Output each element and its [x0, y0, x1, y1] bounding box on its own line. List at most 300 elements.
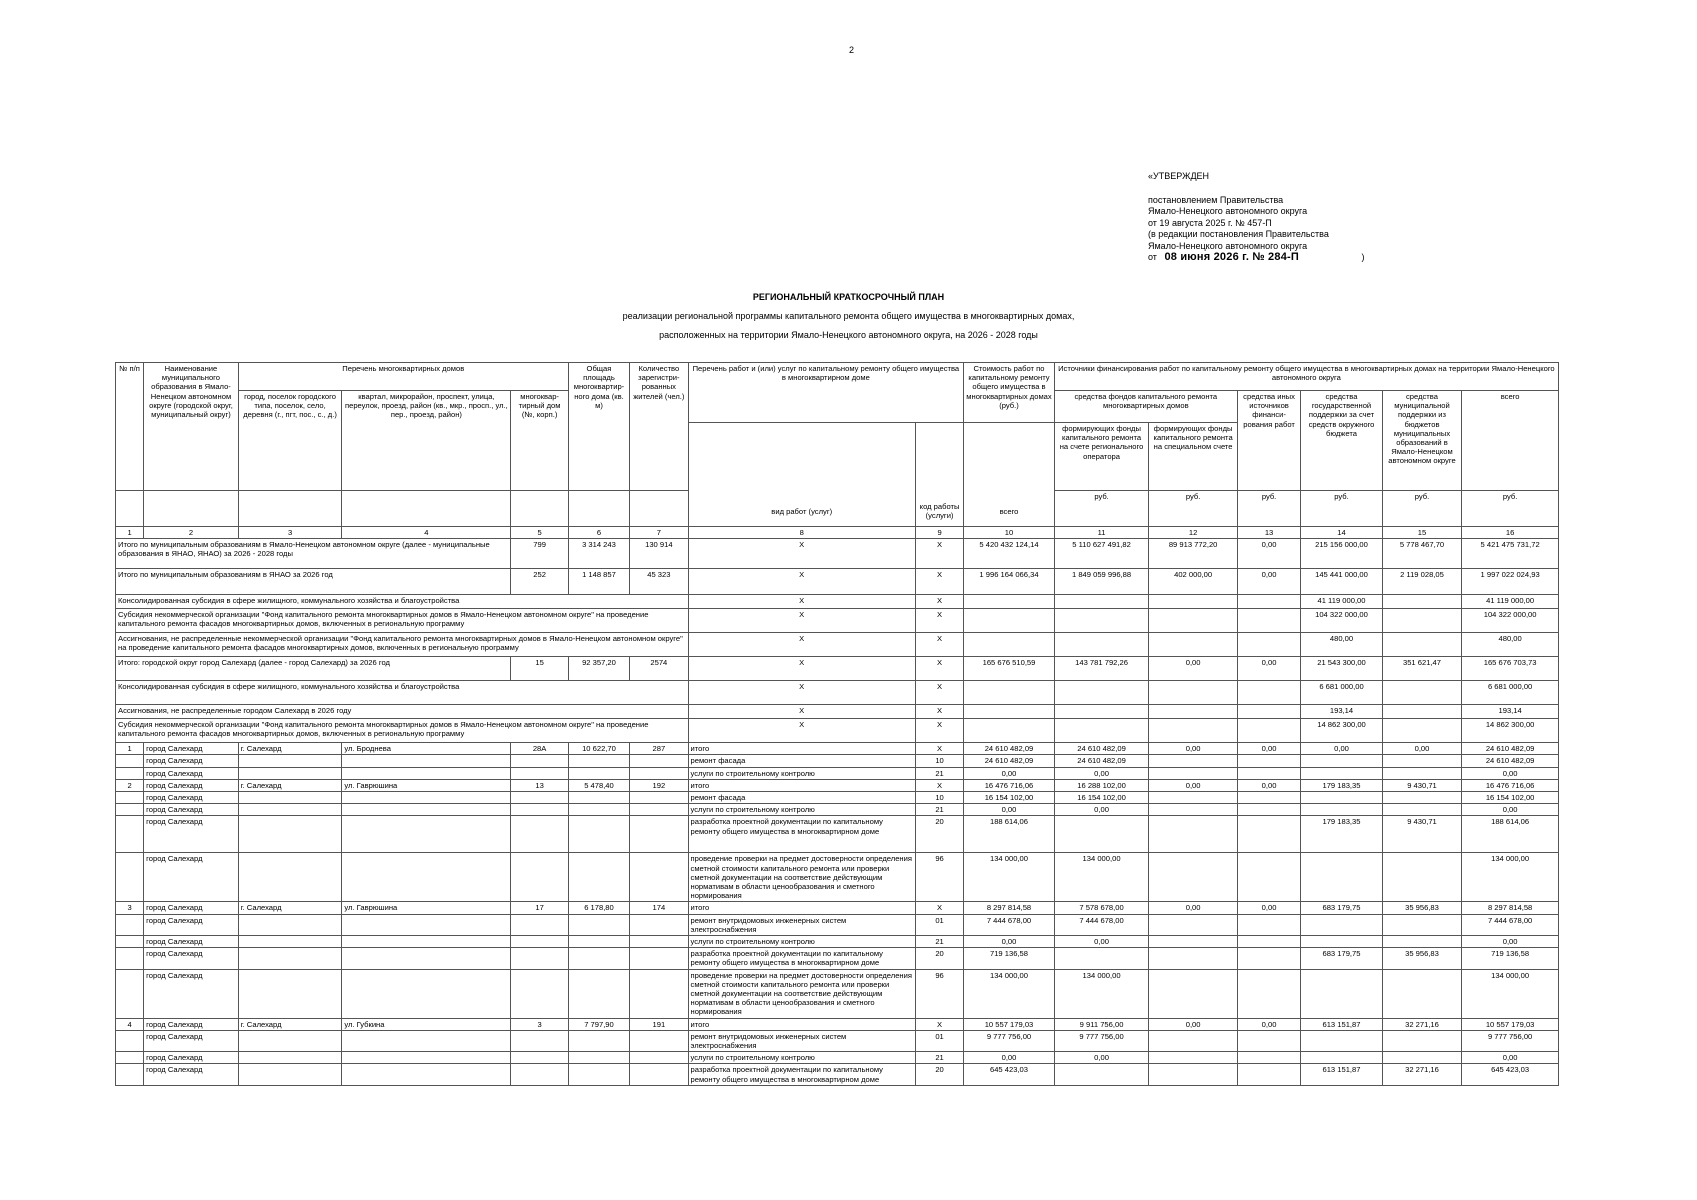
table-cell: 0,00 — [1054, 936, 1149, 948]
approval-date: 08 июня 2026 г. № 284-П — [1164, 251, 1299, 263]
table-cell: 174 — [630, 902, 688, 914]
table-cell — [630, 1064, 688, 1085]
summary-cell: 480,00 — [1301, 633, 1383, 657]
table-cell — [342, 914, 511, 935]
table-cell: X — [915, 779, 963, 791]
table-cell: услуги по строительному контролю — [688, 936, 915, 948]
summary-cell: 799 — [511, 539, 568, 569]
column-number-cell: 8 — [688, 527, 915, 539]
column-number-cell: 16 — [1462, 527, 1559, 539]
table-cell — [511, 853, 568, 902]
summary-cell — [1237, 595, 1300, 609]
summary-cell: 193,14 — [1301, 705, 1383, 719]
table-cell: 191 — [630, 1018, 688, 1030]
table-cell — [1301, 1052, 1383, 1064]
table-cell — [342, 948, 511, 969]
table-cell: 9 430,71 — [1382, 816, 1461, 853]
summary-cell: 2 119 028,05 — [1382, 569, 1461, 595]
table-cell: 10 622,70 — [568, 743, 629, 755]
table-cell: г. Салехард — [238, 902, 342, 914]
table-cell: 24 610 482,09 — [1054, 755, 1149, 767]
table-cell: 96 — [915, 969, 963, 1018]
table-cell: 0,00 — [1149, 779, 1238, 791]
column-number-cell: 5 — [511, 527, 568, 539]
table-cell — [342, 755, 511, 767]
table-cell: 3 — [116, 902, 144, 914]
table-cell: ремонт внутридомовых инженерных систем электроснабжения — [688, 914, 915, 935]
summary-cell — [1054, 719, 1149, 743]
table-cell: город Салехард — [144, 936, 239, 948]
table-cell: разработка проектной документации по капитальному ремонту общего имущества в многоквартирном доме — [688, 1064, 915, 1085]
table-cell: 35 956,83 — [1382, 902, 1461, 914]
summary-cell: X — [915, 633, 963, 657]
table-cell: 96 — [915, 853, 963, 902]
summary-cell: 14 862 300,00 — [1462, 719, 1559, 743]
table-cell: 0,00 — [964, 1052, 1055, 1064]
table-cell: X — [915, 1018, 963, 1030]
table-cell: услуги по строительному контролю — [688, 767, 915, 779]
summary-cell: 215 156 000,00 — [1301, 539, 1383, 569]
table-cell — [116, 767, 144, 779]
table-row — [116, 853, 1559, 902]
table-cell: город Салехард — [144, 914, 239, 935]
summary-cell — [1149, 705, 1238, 719]
table-cell — [511, 948, 568, 969]
summary-label: Итого по муниципальным образованиям в ЯНАО за 2026 год — [116, 569, 511, 595]
table-cell: ремонт фасада — [688, 755, 915, 767]
table-cell — [116, 1030, 144, 1051]
table-cell: 20 — [915, 948, 963, 969]
table-cell — [1149, 816, 1238, 853]
table-cell: 24 610 482,09 — [1054, 743, 1149, 755]
table-cell: проведение проверки на предмет достоверности определения сметной стоимости капитального ремонта или проверки сметной документации на соответствие действующим нормативам в области ценообразования и сметного нормирования — [688, 853, 915, 902]
approval-line: постановлением Правительства — [1148, 194, 1284, 205]
table-cell: город Салехард — [144, 767, 239, 779]
table-cell: город Салехард — [144, 1030, 239, 1051]
table-cell — [1149, 804, 1238, 816]
summary-cell: 5 778 467,70 — [1382, 539, 1461, 569]
table-cell — [116, 816, 144, 853]
table-cell — [116, 1052, 144, 1064]
table-cell: 32 271,16 — [1382, 1018, 1461, 1030]
summary-cell: 104 322 000,00 — [1301, 609, 1383, 633]
table-cell — [568, 816, 629, 853]
table-cell — [238, 804, 342, 816]
table-cell: 179 183,35 — [1301, 779, 1383, 791]
table-cell — [568, 914, 629, 935]
table-cell — [116, 936, 144, 948]
table-cell: 16 476 716,06 — [1462, 779, 1559, 791]
table-cell — [342, 1052, 511, 1064]
table-cell: 719 136,58 — [964, 948, 1055, 969]
table-cell — [116, 792, 144, 804]
table-cell — [1301, 767, 1383, 779]
table-cell — [1237, 1030, 1300, 1051]
summary-cell — [1237, 719, 1300, 743]
table-cell: 35 956,83 — [1382, 948, 1461, 969]
column-number-cell: 2 — [144, 527, 239, 539]
summary-label: Субсидия некоммерческой организации "Фонд капитального ремонта многоквартирных домов в Ямало-Ненецком автономном округе" на проведение капитального ремонта фасадов многоквартирных домов, включенных в региональную программу — [116, 609, 689, 633]
table-cell — [1301, 792, 1383, 804]
summary-cell: 0,00 — [1149, 657, 1238, 681]
table-cell: 9 430,71 — [1382, 779, 1461, 791]
table-cell — [1237, 936, 1300, 948]
table-cell — [1149, 853, 1238, 902]
table-cell: 134 000,00 — [1462, 969, 1559, 1018]
table-cell: 24 610 482,09 — [964, 755, 1055, 767]
summary-cell: 165 676 703,73 — [1462, 657, 1559, 681]
table-cell — [568, 792, 629, 804]
summary-cell: 6 681 000,00 — [1301, 681, 1383, 705]
table-cell: 0,00 — [1462, 804, 1559, 816]
table-cell — [238, 948, 342, 969]
table-cell — [568, 1052, 629, 1064]
summary-cell: 402 000,00 — [1149, 569, 1238, 595]
table-cell: 7 444 678,00 — [1462, 914, 1559, 935]
table-cell — [342, 816, 511, 853]
table-cell: 20 — [915, 1064, 963, 1085]
column-number-cell: 12 — [1149, 527, 1238, 539]
approval-line: от 19 августа 2025 г. № 457-П — [1148, 217, 1272, 228]
table-cell: 0,00 — [964, 936, 1055, 948]
table-cell: город Салехард — [144, 1064, 239, 1085]
summary-cell: X — [688, 705, 915, 719]
summary-cell: X — [688, 539, 915, 569]
table-cell — [1054, 948, 1149, 969]
table-cell — [1149, 936, 1238, 948]
table-cell — [1301, 804, 1383, 816]
summary-cell — [1237, 609, 1300, 633]
table-cell — [630, 1052, 688, 1064]
table-cell: 0,00 — [1382, 743, 1461, 755]
table-cell — [511, 969, 568, 1018]
table-row — [116, 936, 1559, 948]
summary-cell: 92 357,20 — [568, 657, 629, 681]
summary-cell: 0,00 — [1237, 539, 1300, 569]
table-cell: г. Салехард — [238, 743, 342, 755]
table-cell: 179 183,35 — [1301, 816, 1383, 853]
summary-cell — [1382, 633, 1461, 657]
table-cell: 287 — [630, 743, 688, 755]
title-heading: РЕГИОНАЛЬНЫЙ КРАТКОСРОЧНЫЙ ПЛАН — [752, 292, 945, 302]
summary-cell: 0,00 — [1237, 657, 1300, 681]
table-cell: 134 000,00 — [1462, 853, 1559, 902]
column-number-cell: 7 — [630, 527, 688, 539]
table-cell: город Салехард — [144, 902, 239, 914]
table-cell — [1237, 1052, 1300, 1064]
table-cell: 0,00 — [1054, 804, 1149, 816]
table-cell: 0,00 — [1301, 743, 1383, 755]
column-number-cell: 1 — [116, 527, 144, 539]
table-cell: 0,00 — [964, 767, 1055, 779]
summary-cell: 1 997 022 024,93 — [1462, 569, 1559, 595]
table-cell: 9 777 756,00 — [964, 1030, 1055, 1051]
column-number-cell: 9 — [915, 527, 963, 539]
table-cell — [238, 1052, 342, 1064]
title-line: реализации региональной программы капитального ремонта общего имущества в многоквартирных домах, — [622, 311, 1075, 321]
table-cell — [511, 936, 568, 948]
summary-cell: 41 119 000,00 — [1462, 595, 1559, 609]
table-cell — [630, 755, 688, 767]
table-cell: 10 — [915, 755, 963, 767]
table-cell: ул. Броднева — [342, 743, 511, 755]
table-cell: 0,00 — [1462, 1052, 1559, 1064]
summary-cell: 1 996 164 066,34 — [964, 569, 1055, 595]
table-cell — [1149, 948, 1238, 969]
summary-cell: 130 914 — [630, 539, 688, 569]
table-cell — [630, 853, 688, 902]
column-number-cell: 15 — [1382, 527, 1461, 539]
summary-cell: 165 676 510,59 — [964, 657, 1055, 681]
table-cell — [511, 1052, 568, 1064]
table-cell: 0,00 — [964, 804, 1055, 816]
table-cell: 0,00 — [1149, 1018, 1238, 1030]
unit-cell: руб. — [1301, 491, 1383, 527]
table-cell: город Салехард — [144, 816, 239, 853]
approval-date-line — [1148, 252, 1365, 264]
summary-label: Консолидированная субсидия в сфере жилищного, коммунального хозяйства и благоустройства — [116, 681, 689, 705]
summary-cell: X — [915, 657, 963, 681]
table-cell — [1237, 853, 1300, 902]
approval-line: Ямало-Ненецкого автономного округа — [1148, 240, 1308, 251]
table-cell — [1382, 792, 1461, 804]
summary-label: Субсидия некоммерческой организации "Фонд капитального ремонта многоквартирных домов в Ямало-Ненецком автономном округе" на проведение капитального ремонта фасадов многоквартирных домов, включенных в региональную программу — [116, 719, 689, 743]
summary-cell: 15 — [511, 657, 568, 681]
table-cell: 16 154 102,00 — [1054, 792, 1149, 804]
header-cell: квартал, микрорайон, проспект, улица, переулок, проезд, район (кв., мкр., просп., ул., пер., проезд, район) — [342, 391, 511, 491]
summary-cell — [1149, 719, 1238, 743]
summary-cell: X — [915, 569, 963, 595]
summary-cell: X — [688, 633, 915, 657]
header-cell: Наименование муниципального образования в Ямало-Ненецком автономном округе (городской округ, муниципальный округ) — [144, 363, 239, 491]
document-title — [0, 292, 1697, 349]
summary-cell: 3 314 243 — [568, 539, 629, 569]
table-cell — [1382, 936, 1461, 948]
table-cell: 21 — [915, 767, 963, 779]
table-cell — [342, 792, 511, 804]
header-cell: средства государственной поддержки за счет средств окружного бюджета — [1301, 391, 1383, 491]
table-cell: город Салехард — [144, 755, 239, 767]
table-cell: 6 178,80 — [568, 902, 629, 914]
table-cell: 21 — [915, 936, 963, 948]
table-cell: 683 179,75 — [1301, 902, 1383, 914]
table-cell — [1237, 792, 1300, 804]
table-cell — [116, 948, 144, 969]
table-cell: город Салехард — [144, 948, 239, 969]
column-number-cell: 14 — [1301, 527, 1383, 539]
summary-row — [116, 539, 1559, 569]
table-cell — [1149, 792, 1238, 804]
table-cell: 645 423,03 — [964, 1064, 1055, 1085]
summary-cell: 89 913 772,20 — [1149, 539, 1238, 569]
table-cell: проведение проверки на предмет достоверности определения сметной стоимости капитального ремонта или проверки сметной документации на соответствие действующим нормативам в области ценообразования и сметного нормирования — [688, 969, 915, 1018]
table-cell: 8 297 814,58 — [1462, 902, 1559, 914]
table-cell — [1382, 804, 1461, 816]
table-cell: 16 476 716,06 — [964, 779, 1055, 791]
table-cell: 10 — [915, 792, 963, 804]
table-cell: 9 911 756,00 — [1054, 1018, 1149, 1030]
table-cell: город Салехард — [144, 804, 239, 816]
summary-label: Итого по муниципальным образованиям в Ямало-Ненецком автономном округе (далее - муниципальные образования в ЯНАО, ЯНАО) за 2026 - 2028 годы — [116, 539, 511, 569]
table-cell — [568, 936, 629, 948]
table-cell: 7 578 678,00 — [1054, 902, 1149, 914]
table-cell: 28А — [511, 743, 568, 755]
table-cell: 24 610 482,09 — [1462, 743, 1559, 755]
table-row — [116, 1064, 1559, 1085]
table-cell: 7 444 678,00 — [964, 914, 1055, 935]
summary-cell — [1149, 595, 1238, 609]
table-cell: 0,00 — [1237, 902, 1300, 914]
table-cell: 01 — [915, 914, 963, 935]
summary-cell — [964, 719, 1055, 743]
table-cell: 9 777 756,00 — [1462, 1030, 1559, 1051]
table-cell — [1149, 1064, 1238, 1085]
table-cell — [238, 936, 342, 948]
summary-cell: 5 110 627 491,82 — [1054, 539, 1149, 569]
column-number-cell: 3 — [238, 527, 342, 539]
header-cell: многоквар-тирный дом (№, корп.) — [511, 391, 568, 491]
summary-label: Ассигнования, не распределенные некоммерческой организации "Фонд капитального ремонта многоквартирных домов в Ямало-Ненецком автономном округе" на проведение капитального ремонта фасадов многоквартирных домов, включенных в региональную программу — [116, 633, 689, 657]
summary-cell — [964, 595, 1055, 609]
table-cell — [568, 853, 629, 902]
table-cell — [1237, 969, 1300, 1018]
approval-stamp — [1148, 171, 1365, 264]
table-cell: разработка проектной документации по капитальному ремонту общего имущества в многоквартирном доме — [688, 948, 915, 969]
table-cell — [342, 1064, 511, 1085]
summary-cell: 14 862 300,00 — [1301, 719, 1383, 743]
table-cell: 188 614,06 — [964, 816, 1055, 853]
summary-cell: 351 621,47 — [1382, 657, 1461, 681]
table-cell: X — [915, 743, 963, 755]
table-cell — [630, 1030, 688, 1051]
table-cell: 134 000,00 — [1054, 853, 1149, 902]
table-row — [116, 779, 1559, 791]
table-cell: 0,00 — [1149, 743, 1238, 755]
table-cell: 134 000,00 — [964, 853, 1055, 902]
table-cell: город Салехард — [144, 969, 239, 1018]
table-cell — [1382, 969, 1461, 1018]
table-cell — [116, 804, 144, 816]
table-cell — [568, 804, 629, 816]
table-cell: 0,00 — [1237, 779, 1300, 791]
summary-cell — [964, 705, 1055, 719]
table-cell: 8 297 814,58 — [964, 902, 1055, 914]
summary-cell: X — [688, 609, 915, 633]
table-cell — [1301, 755, 1383, 767]
header-cell: город, поселок городского типа, поселок, село, деревня (г., пгт, пос., с., д.) — [238, 391, 342, 491]
table-cell — [511, 755, 568, 767]
summary-cell — [1382, 705, 1461, 719]
approval-line: Ямало-Ненецкого автономного округа — [1148, 206, 1308, 216]
summary-cell: 143 781 792,26 — [1054, 657, 1149, 681]
table-cell — [116, 755, 144, 767]
table-cell: 0,00 — [1054, 1052, 1149, 1064]
summary-cell: X — [688, 719, 915, 743]
summary-cell — [1237, 705, 1300, 719]
approval-line: (в редакции постановления Правительства — [1148, 229, 1329, 239]
summary-cell: 104 322 000,00 — [1462, 609, 1559, 633]
table-cell: г. Салехард — [238, 1018, 342, 1030]
table-cell — [1149, 969, 1238, 1018]
summary-cell — [1237, 633, 1300, 657]
summary-row — [116, 719, 1559, 743]
table-cell: 613 151,87 — [1301, 1018, 1383, 1030]
table-cell: 13 — [511, 779, 568, 791]
header-cell: код работы (услуги) — [915, 423, 963, 527]
summary-cell: 480,00 — [1462, 633, 1559, 657]
table-cell: 0,00 — [1054, 767, 1149, 779]
summary-cell — [964, 681, 1055, 705]
table-cell — [1149, 914, 1238, 935]
table-row — [116, 804, 1559, 816]
summary-cell: 5 421 475 731,72 — [1462, 539, 1559, 569]
table-cell — [238, 792, 342, 804]
table-cell — [511, 1030, 568, 1051]
table-cell — [511, 767, 568, 779]
table-cell: услуги по строительному контролю — [688, 1052, 915, 1064]
summary-row — [116, 657, 1559, 681]
page-number: 2 — [849, 45, 855, 55]
table-cell: ремонт фасада — [688, 792, 915, 804]
header-cell: средства иных источников финанси-рования работ — [1237, 391, 1300, 491]
table-cell: город Салехард — [144, 743, 239, 755]
summary-cell — [1054, 681, 1149, 705]
summary-cell: X — [688, 595, 915, 609]
summary-cell: 1 148 857 — [568, 569, 629, 595]
plan-table — [115, 362, 1559, 1086]
approval-prefix: от — [1148, 252, 1157, 262]
summary-row — [116, 705, 1559, 719]
summary-cell: 145 441 000,00 — [1301, 569, 1383, 595]
column-number-cell: 6 — [568, 527, 629, 539]
table-cell: 4 — [116, 1018, 144, 1030]
table-cell — [1237, 767, 1300, 779]
column-number-cell: 4 — [342, 527, 511, 539]
table-cell — [1054, 1064, 1149, 1085]
table-cell — [511, 914, 568, 935]
table-cell: 16 154 102,00 — [964, 792, 1055, 804]
table-cell — [342, 853, 511, 902]
table-cell — [238, 1030, 342, 1051]
table-cell: 01 — [915, 1030, 963, 1051]
summary-cell — [1149, 633, 1238, 657]
summary-cell — [1382, 595, 1461, 609]
summary-cell: 41 119 000,00 — [1301, 595, 1383, 609]
table-cell — [568, 755, 629, 767]
summary-cell — [964, 633, 1055, 657]
table-cell — [1382, 1052, 1461, 1064]
header-cell: № п/п — [116, 363, 144, 491]
table-cell — [1301, 1030, 1383, 1051]
summary-cell: X — [915, 681, 963, 705]
table-cell — [238, 1064, 342, 1085]
table-cell — [116, 914, 144, 935]
table-cell: 32 271,16 — [1382, 1064, 1461, 1085]
summary-row — [116, 569, 1559, 595]
table-cell: 0,00 — [1462, 767, 1559, 779]
table-cell: 16 154 102,00 — [1462, 792, 1559, 804]
table-cell — [1237, 816, 1300, 853]
table-cell — [1382, 853, 1461, 902]
table-cell — [1301, 936, 1383, 948]
header-cell: Стоимость работ по капитальному ремонту общего имущества в многоквартирных домах (руб.) — [964, 363, 1055, 423]
unit-cell: руб. — [1054, 491, 1149, 527]
table-cell — [238, 767, 342, 779]
table-cell — [1301, 969, 1383, 1018]
table-cell: город Салехард — [144, 792, 239, 804]
summary-cell — [1237, 681, 1300, 705]
summary-cell — [1054, 633, 1149, 657]
